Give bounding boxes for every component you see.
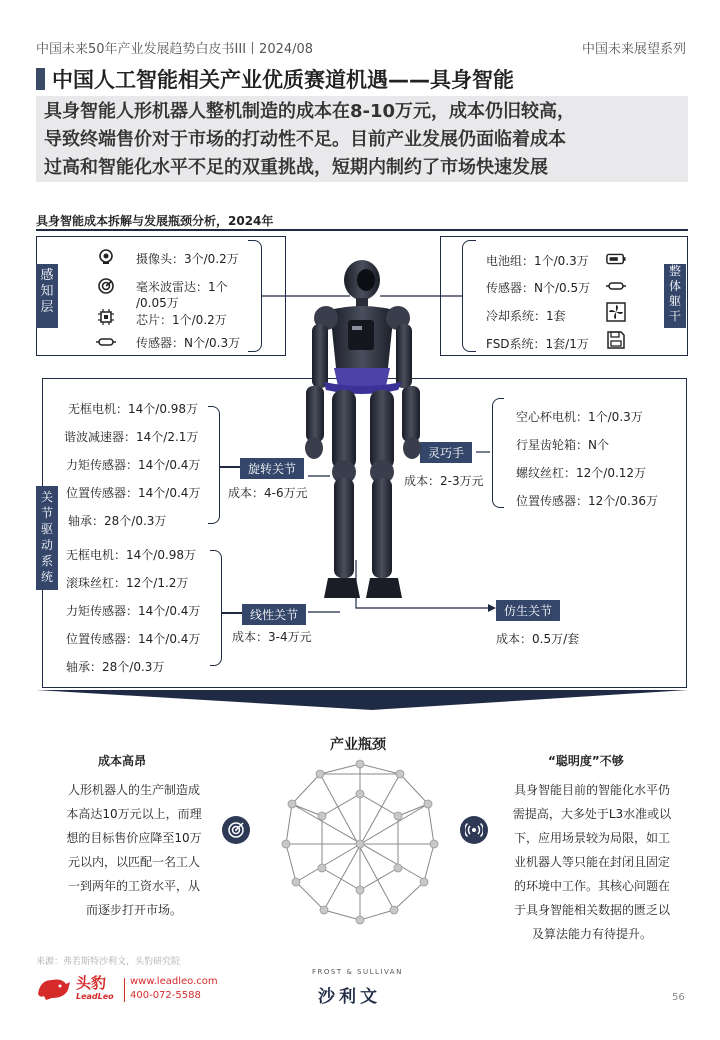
label-char: 感 [40,268,54,283]
linear-item: 位置传感器：14个/0.4万 [66,632,201,646]
cost-high-text [36,778,232,922]
signal-icon [460,816,488,844]
source-note: 来源：弗若斯特沙利文，头豹研究院 [36,957,181,967]
text-line: 需提高，大多处于L3水准或以 [512,807,672,821]
perception-item: 传感器：N个/0.3万 [136,336,241,350]
linear-item: 滚珠丝杠：12个/1.2万 [66,576,189,590]
bionic-joint-tag: 仿生关节 [496,600,560,621]
rotary-item: 无框电机：14个/0.98万 [68,402,199,416]
label-char: 关 [40,490,53,504]
text-line: 本高达10万元以上，而理 [66,807,202,821]
brand-name: 头豹 [76,974,107,992]
section-arrow-divider [36,690,688,714]
summary-line: 导致终端售价对于市场的打动性不足。目前产业发展仍面临着成本 [44,129,566,150]
linear-joint-cost: 成本：3-4万元 [232,630,312,644]
frost-sullivan-logo: 沙利文 [318,987,381,1007]
header-doc-title: 中国未来50年产业发展趋势白皮书III丨2024/08 [36,42,314,57]
rotary-brace [208,406,220,524]
footer-divider [124,978,125,1002]
label-char: 知 [40,284,54,299]
rotary-item: 力矩传感器：14个/0.4万 [66,458,201,472]
summary-line: 过高和智能化水平不足的双重挑战，短期内制约了市场快速发展 [44,157,548,178]
network-sphere-graphic [280,758,440,928]
rotary-connector [220,466,240,468]
text-line: 及算法能力有待提升。 [531,927,652,941]
perception-item: 毫米波雷达：1个 [136,280,228,294]
hand-brace [492,398,504,508]
bottleneck-title: 产业瓶颈 [330,737,386,753]
label-char: 体 [668,279,681,293]
joint-system-label [36,486,58,590]
torso-item: FSD系统：1套/1万 [486,337,589,351]
label-char: 整 [668,264,681,278]
summary-line: 具身智能人形机器人整机制造的成本在8-10万元，成本仍旧较高， [44,101,576,122]
linear-joint-tag: 线性关节 [242,604,306,625]
perception-item: 芯片：1个/0.2万 [136,313,227,327]
text-line: 而逐步打开市场。 [85,903,182,917]
text-line: 一到两年的工资水平，从 [67,879,200,893]
frost-sullivan-en: FROST & SULLIVAN [312,968,403,976]
text-line: 元以内，以匹配一名工人 [67,855,200,869]
footer-phone: 400-072-5588 [130,990,201,1001]
torso-item: 冷却系统：1套 [486,309,566,323]
text-line: 具身智能目前的智能化水平仍 [513,783,670,797]
label-char: 动 [40,538,53,552]
rotary-item: 谐波减速器：14个/2.1万 [64,430,199,444]
leadleo-logo [36,974,72,1002]
cost-high-heading: 成本高昂 [98,754,147,768]
linear-item: 轴承：28个/0.3万 [66,660,165,674]
text-line: 下，应用场景较为局限，如工 [513,831,670,845]
label-char: 干 [668,309,681,323]
perception-item-cont: /0.05万 [136,296,179,310]
text-line: 想的目标售价应降至10万 [66,831,202,845]
text-line: 人形机器人的生产制造成 [67,783,200,797]
header-series: 中国未来展望系列 [581,42,686,57]
hand-item: 螺纹丝杠：12个/0.12万 [516,466,647,480]
dexterous-hand-cost: 成本：2-3万元 [404,474,484,488]
linear-connector [222,612,242,614]
torso-item: 传感器：N个/0.5万 [486,281,591,295]
intelligence-heading: “聪明度”不够 [548,754,624,768]
text-line: 业机器人等只能在封闭且固定 [513,855,670,869]
torso-item: 电池组：1个/0.3万 [486,254,589,268]
label-char: 驱 [40,522,53,536]
rotary-joint-cost: 成本：4-6万元 [228,486,308,500]
page-number: 56 [672,992,685,1003]
target-icon [222,816,250,844]
linear-brace [210,550,222,666]
hand-item: 位置传感器：12个/0.36万 [516,494,659,508]
page-title: 中国人工智能相关产业优质赛道机遇——具身智能 [52,68,514,92]
hand-item: 空心杯电机：1个/0.3万 [516,410,643,424]
label-char: 层 [40,300,54,315]
brand-name-en: LeadLeo [76,992,114,1001]
linear-item: 力矩传感器：14个/0.4万 [66,604,201,618]
hand-item: 行星齿轮箱：N个 [516,438,609,452]
dexterous-hand-tag: 灵巧手 [420,442,472,463]
rotary-item: 轴承：28个/0.3万 [68,514,167,528]
text-line: 的环境中工作。其核心问题在 [513,879,670,893]
label-char: 统 [40,570,53,584]
linear-item: 无框电机：14个/0.98万 [66,548,197,562]
rotary-item: 位置传感器：14个/0.4万 [66,486,201,500]
label-char: 躯 [668,294,681,308]
rotary-joint-tag: 旋转关节 [240,458,304,479]
intelligence-text [494,778,690,946]
section-subtitle: 具身智能成本拆解与发展瓶颈分析，2024年 [36,214,274,228]
label-char: 系 [40,554,53,568]
humanoid-robot-image [290,258,440,608]
label-char: 节 [40,506,53,520]
perception-item: 摄像头：3个/0.2万 [136,252,239,266]
footer-url[interactable]: www.leadleo.com [130,976,218,987]
text-line: 于具身智能相关数据的匮乏以 [513,903,670,917]
bionic-joint-cost: 成本：0.5万/套 [496,632,580,646]
